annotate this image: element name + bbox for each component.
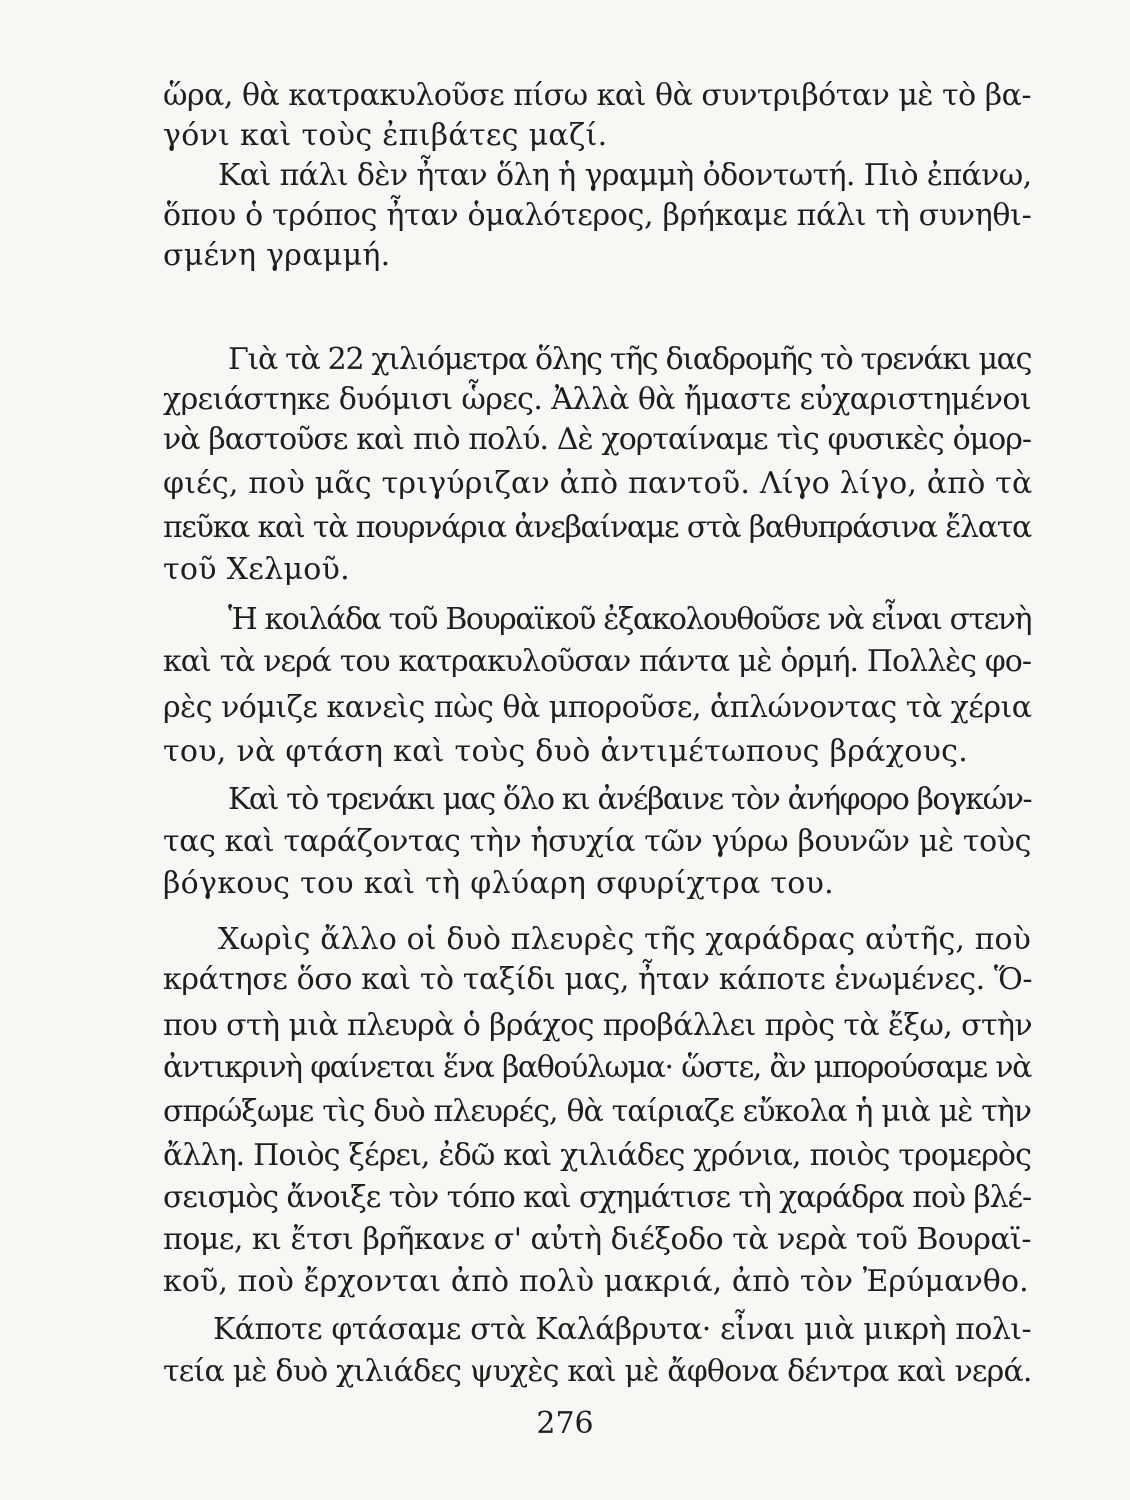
text-line: τας καὶ ταράζοντας τὴν ἡσυχία τῶν γύρω βουνῶν μὲ τοὺς (163, 824, 1031, 859)
text-line: σεισμὸς ἄνοιξε τὸν τόπο καὶ σχημάτισε τὴ χαράδρα ποὺ βλέ- (163, 1180, 1031, 1215)
text-line: σμένη γραμμή. (163, 238, 391, 273)
text-line: κράτησε ὅσο καὶ τὸ ταξίδι μας, ἦταν κάποτε ἑνωμένες. Ὅ- (163, 962, 1033, 997)
text-line: Γιὰ τὰ 22 χιλιόμετρα ὅλης τῆς διαδρομῆς τὸ τρενάκι μας (228, 342, 1032, 377)
text-line: χρειάστηκε δυόμισι ὧρες. Ἀλλὰ θὰ ἤμαστε εὐχαριστημένοι (163, 382, 1031, 417)
text-line: πεῦκα καὶ τὰ πουρνάρια ἀνεβαίναμε στὰ βαθυπράσινα ἔλατα (163, 510, 1031, 545)
page-number: 276 (536, 1406, 594, 1441)
text-line: ὥρα, θὰ κατρακυλοῦσε πίσω καὶ θὰ συντριβόταν μὲ τὸ βα- (163, 78, 1031, 113)
text-line: ἄλλη. Ποιὸς ξέρει, ἐδῶ καὶ χιλιάδες χρόνια, ποιὸς τρομερὸς (163, 1138, 1031, 1173)
text-line: νὰ βαστοῦσε καὶ πιὸ πολύ. Δὲ χορταίναμε τὶς φυσικὲς ὀμορ- (163, 422, 1031, 457)
text-line: ρὲς νόμιζε κανεὶς πὼς θὰ μποροῦσε, ἁπλώνοντας τὰ χέρια (163, 690, 1032, 725)
text-line: Καὶ τὸ τρενάκι μας ὅλο κι ἀνέβαινε τὸν ἀνήφορο βογκών- (228, 782, 1031, 817)
text-line: καὶ τὰ νερά του κατρακυλοῦσαν πάντα μὲ ὁρμή. Πολλὲς φο- (163, 644, 1031, 679)
text-line: Κάποτε φτάσαμε στὰ Καλάβρυτα· εἶναι μιὰ μικρὴ πολι- (213, 1312, 1031, 1347)
text-line: ἀντικρινὴ φαίνεται ἕνα βαθούλωμα· ὥστε, ἂν μπορούσαμε νὰ (163, 1050, 1031, 1085)
text-line: γόνι καὶ τοὺς ἐπιβάτες μαζί. (163, 118, 608, 153)
text-line: ὅπου ὁ τρόπος ἦταν ὁμαλότερος, βρήκαμε πάλι τὴ συνηθι- (163, 198, 1032, 233)
text-line: Ἡ κοιλάδα τοῦ Βουραϊκοῦ ἐξακολουθοῦσε νὰ εἶναι στενὴ (228, 602, 1031, 637)
text-line: τοῦ Χελμοῦ. (163, 552, 350, 587)
text-line: του, νὰ φτάση καὶ τοὺς δυὸ ἀντιμέτωπους βράχους. (163, 734, 969, 769)
text-line: κοῦ, ποὺ ἔρχονται ἀπὸ πολὺ μακριά, ἀπὸ τὸν Ἐρύμανθο. (163, 1264, 1029, 1299)
text-line: τεία μὲ δυὸ χιλιάδες ψυχὲς καὶ μὲ ἄφθονα δέντρα καὶ νερά. (163, 1354, 1032, 1389)
text-line: σπρώξωμε τὶς δυὸ πλευρές, θὰ ταίριαζε εὔκολα ἡ μιὰ μὲ τὴν (163, 1094, 1031, 1129)
text-line: πομε, κι ἔτσι βρῆκανε σ' αὐτὴ διέξοδο τὰ νερὰ τοῦ Βουραϊ- (163, 1222, 1031, 1257)
text-line: που στὴ μιὰ πλευρὰ ὁ βράχος προβάλλει πρὸς τὰ ἔξω, στὴν (163, 1008, 1033, 1043)
text-line: βόγκους του καὶ τὴ φλύαρη σφυρίχτρα του. (163, 866, 834, 901)
text-line: Χωρὶς ἄλλο οἱ δυὸ πλευρὲς τῆς χαράδρας αὐτῆς, ποὺ (218, 922, 1031, 957)
text-line: Καὶ πάλι δὲν ἦταν ὅλη ἡ γραμμὴ ὀδοντωτή. Πιὸ ἐπάνω, (218, 158, 1032, 193)
text-line: φιές, ποὺ μᾶς τριγύριζαν ἀπὸ παντοῦ. Λίγο λίγο, ἀπὸ τὰ (163, 466, 1033, 501)
